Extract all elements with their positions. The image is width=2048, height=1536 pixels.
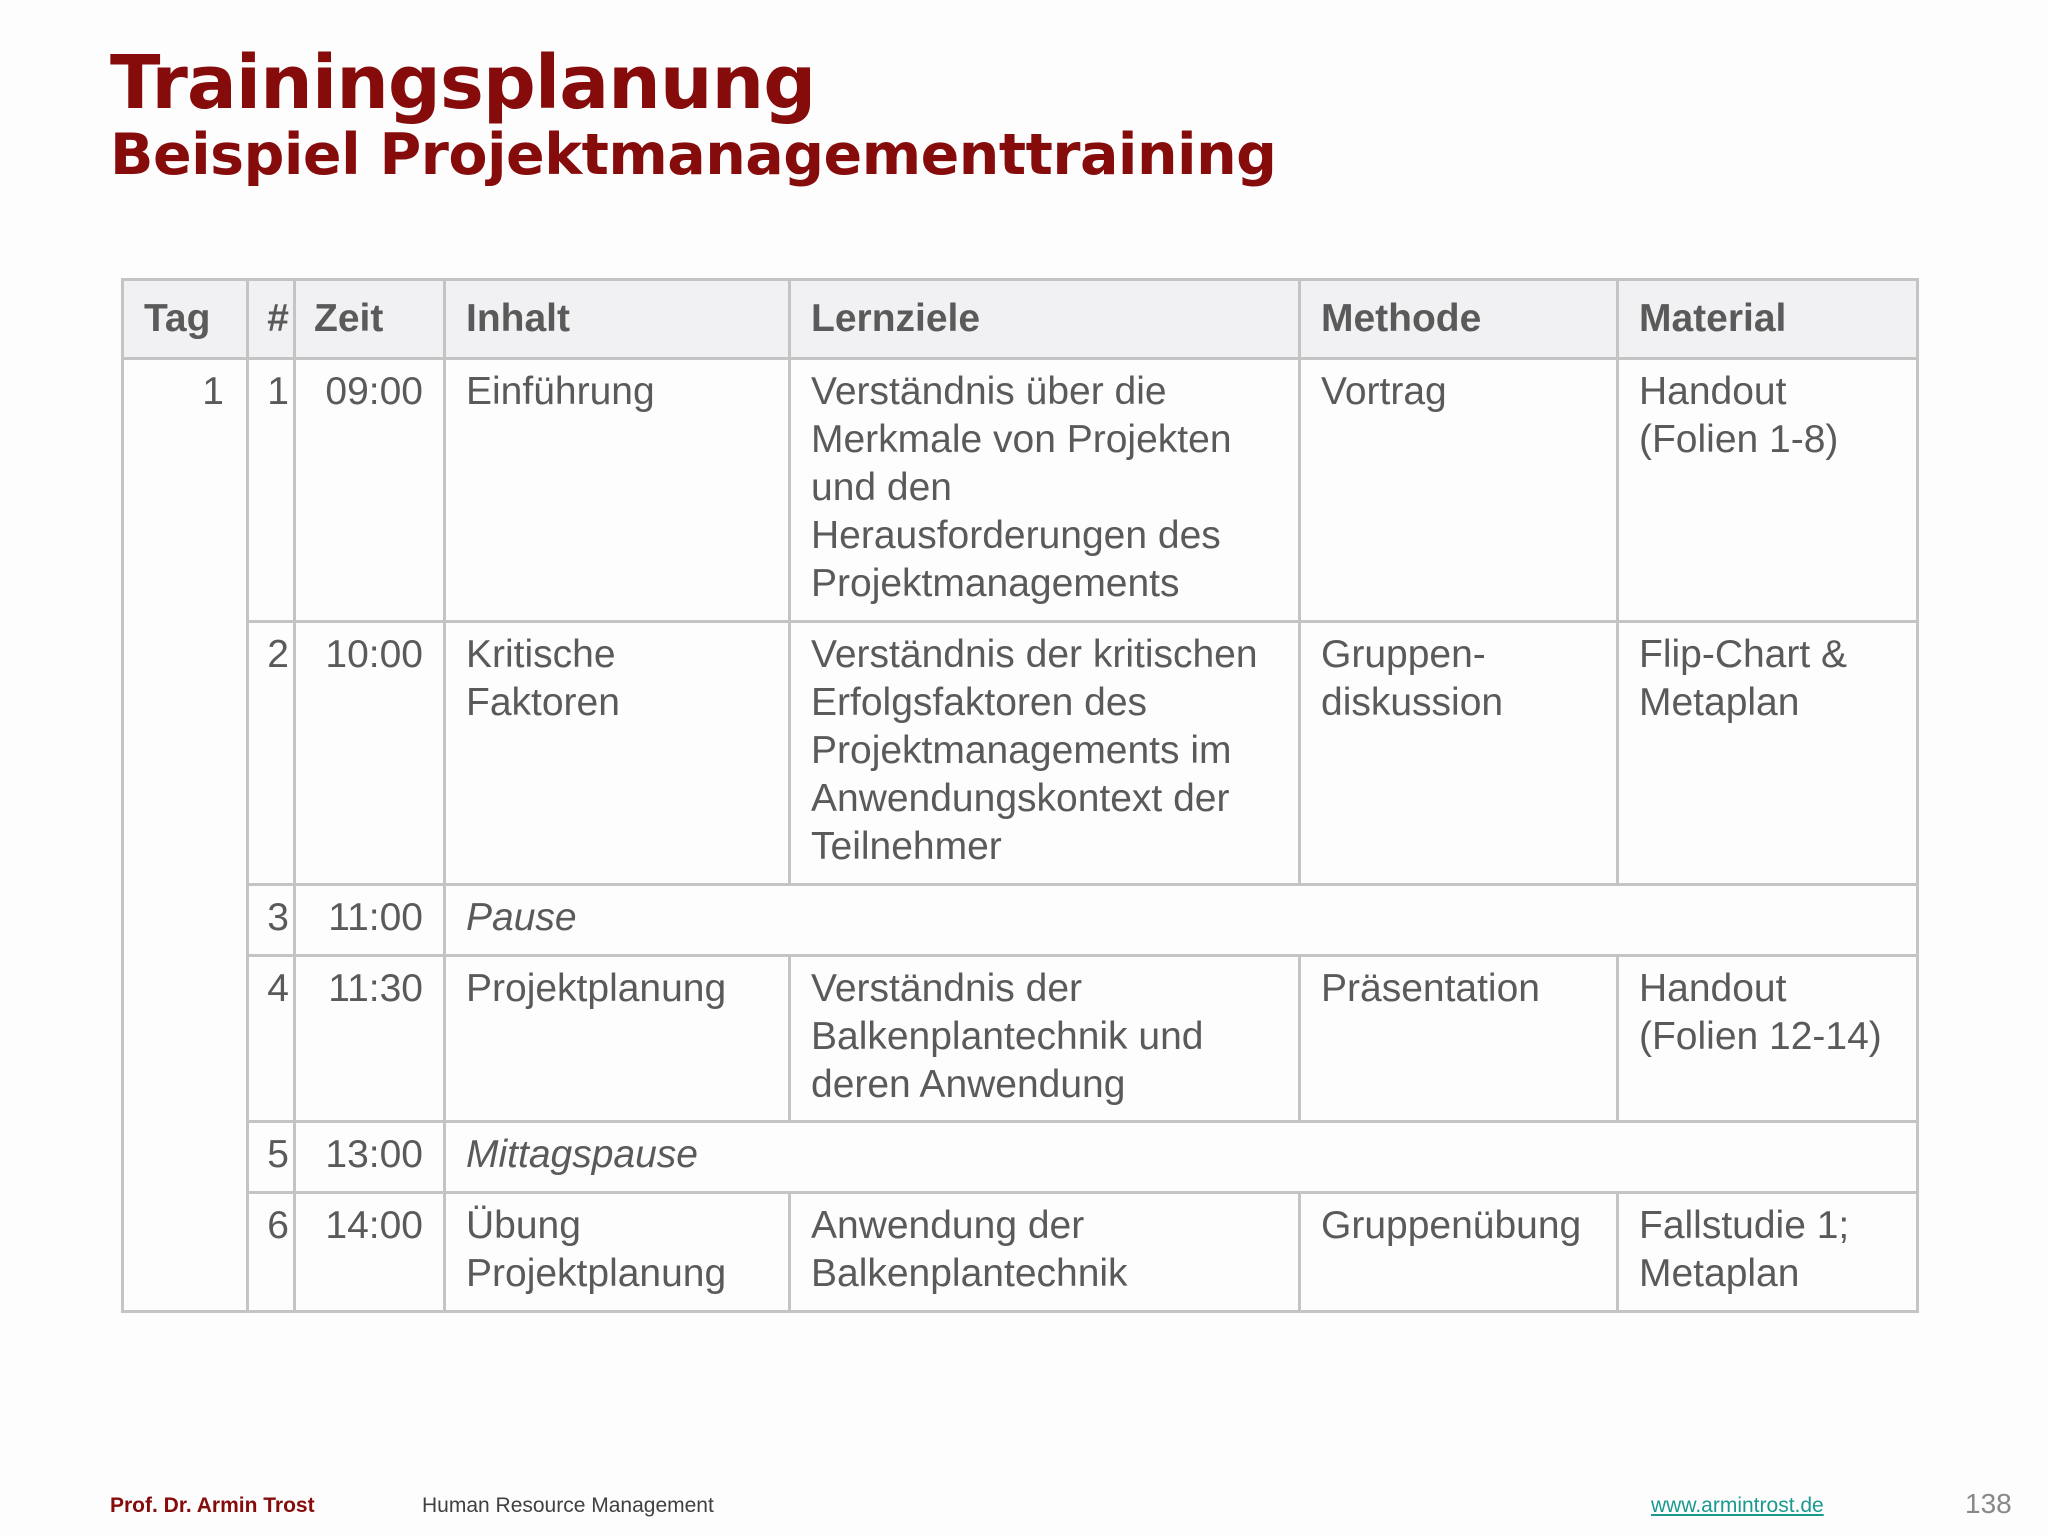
cell-zeit: 10:00 [295,622,445,885]
column-header-tag: Tag [123,280,248,359]
cell-zeit: 11:00 [295,885,445,956]
page-number: 138 [1965,1488,2012,1519]
table-row [123,622,1918,885]
cell-inhalt: Projektplanung [445,956,790,1122]
cell-inhalt: Einführung [445,359,790,622]
column-header-inhalt: Inhalt [445,280,790,359]
cell-mittagspause: Mittagspause [445,1122,1918,1193]
cell-tag: 1 [123,359,248,1312]
column-header-material: Material [1618,280,1918,359]
cell-number: 4 [248,956,295,1122]
footer-author: Prof. Dr. Armin Trost [110,1494,315,1517]
training-schedule-table [121,278,1919,1313]
cell-methode: Gruppenübung [1300,1193,1618,1312]
cell-material: Handout (Folien 12-14) [1618,956,1918,1122]
column-header-methode: Methode [1300,280,1618,359]
column-header-lernziele: Lernziele [790,280,1300,359]
cell-zeit: 13:00 [295,1122,445,1193]
cell-zeit: 14:00 [295,1193,445,1312]
column-header-zeit: Zeit [295,280,445,359]
table-row [123,359,1918,622]
cell-zeit: 11:30 [295,956,445,1122]
cell-methode: Gruppen-diskussion [1300,622,1618,885]
cell-lernziele: Anwendung der Balkenplantechnik [790,1193,1300,1312]
cell-material: Flip-Chart & Metaplan [1618,622,1918,885]
cell-number: 2 [248,622,295,885]
cell-lernziele: Verständnis der kritischen Erfolgsfaktoren des Projektmanagements im Anwendungskontext der Teilnehmer [790,622,1300,885]
cell-number: 1 [248,359,295,622]
cell-material: Handout (Folien 1-8) [1618,359,1918,622]
cell-pause: Pause [445,885,1918,956]
column-header-number: # [248,280,295,359]
cell-lernziele: Verständnis der Balkenplantechnik und deren Anwendung [790,956,1300,1122]
cell-inhalt: Übung Projektplanung [445,1193,790,1312]
page-title: Trainingsplanung [110,40,816,126]
page-subtitle: Beispiel Projektmanagementtraining [110,122,1277,188]
table-row-break [123,1122,1918,1193]
table-row-break [123,885,1918,956]
cell-number: 5 [248,1122,295,1193]
cell-number: 6 [248,1193,295,1312]
cell-number: 3 [248,885,295,956]
footer-website-link[interactable]: www.armintrost.de [1651,1494,1824,1517]
cell-methode: Vortrag [1300,359,1618,622]
cell-inhalt: Kritische Faktoren [445,622,790,885]
cell-material: Fallstudie 1; Metaplan [1618,1193,1918,1312]
table-header-row [123,280,1918,359]
cell-zeit: 09:00 [295,359,445,622]
table-row [123,1193,1918,1312]
footer-course: Human Resource Management [422,1494,714,1517]
table-row [123,956,1918,1122]
cell-methode: Präsentation [1300,956,1618,1122]
cell-lernziele: Verständnis über die Merkmale von Projekten und den Herausforderungen des Projektmanagements [790,359,1300,622]
